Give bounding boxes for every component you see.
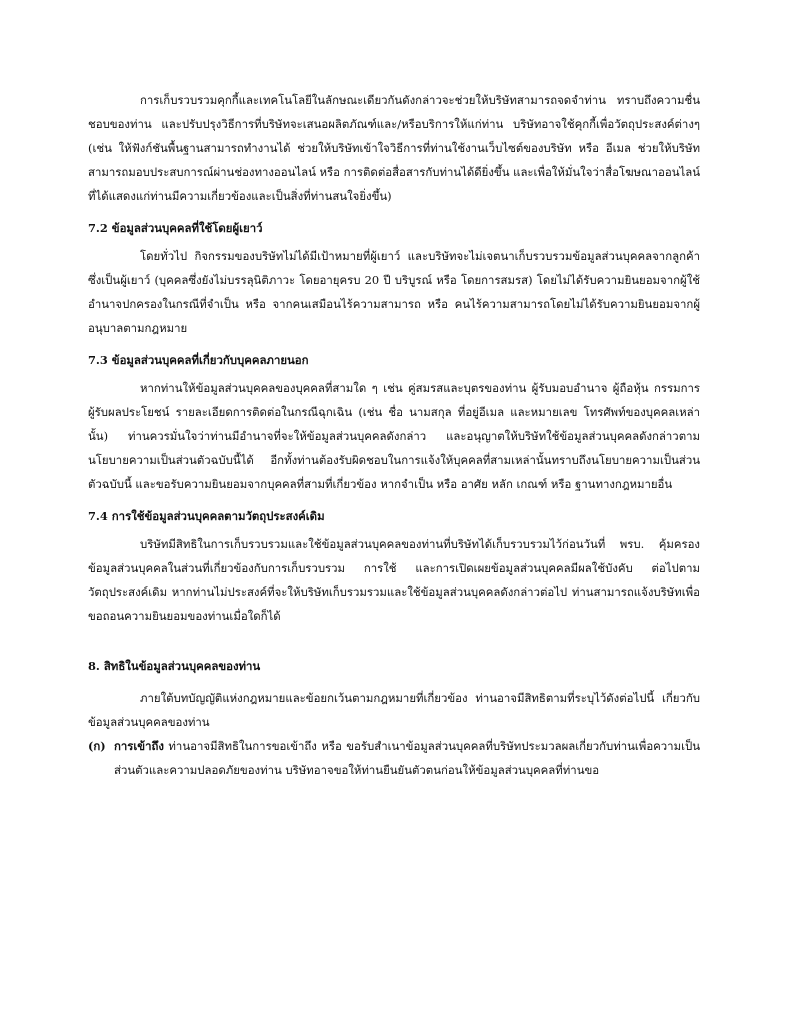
section-7-3-paragraph: หากท่านให้ข้อมูลส่วนบุคคลของบุคคลที่สามใด ๆ เช่น คู่สมรสและบุตรของท่าน ผู้รับมอบอำนาจ ผู้ถือหุ้น กรรมการ ผู้รับผลประโยชน์ รายละเอียดการติดต่อในกรณีฉุกเฉิน (เช่น ชื่อ นามสกุล ที่อยู่อีเมล และหมายเลข โทรศัพท์ของบุคคลเหล่านั้น) ท่านควรมั่นใจว่าท่านมีอำนาจที่จะให้ข้อมูลส่วนบุคคลดังกล่าว และอนุญาตให้บริษัทใช้ข้อมูลส่วนบุคคลดังกล่าวตามนโยบายความเป็นส่วนตัวฉบับนี้ได้ อีกทั้งท่านต้องรับผิดชอบในการแจ้งให้บุคคลที่สามเหล่านั้นทราบถึงนโยบายความเป็นส่วนตัวฉบับนี้ และขอรับความยินยอมจากบุคคลที่สามที่เกี่ยวข้อง หากจำเป็น หรือ อาศัย หลัก เกณฑ์ หรือ ฐานทางกฎหมายอื่น (88, 381, 700, 491)
section-7-3-heading: 7.3 ข้อมูลส่วนบุคคลที่เกี่ยวกับบุคคลภายนอก (88, 353, 309, 367)
document-page (88, 88, 700, 782)
section-7-2-heading: 7.2 ข้อมูลส่วนบุคคลที่ใช้โดยผู้เยาว์ (88, 221, 263, 235)
list-item-term: การเข้าถึง (114, 739, 164, 753)
section-7-4-paragraph: บริษัทมีสิทธิในการเก็บรวบรวมและใช้ข้อมูลส่วนบุคคลของท่านที่บริษัทได้เก็บรวบรวมไว้ก่อนวันที่ พรบ. คุ้มครองข้อมูลส่วนบุคคลในส่วนที่เกี่ยวข้องกับการเก็บรวบรวม การใช้ และการเปิดเผยข้อมูลส่วนบุคคลมีผลใช้บังคับ ต่อไปตามวัตถุประสงค์เดิม หากท่านไม่ประสงค์ที่จะให้บริษัทเก็บรวมรวมและใช้ข้อมูลส่วนบุคคลดังกล่าวต่อไป ท่านสามารถแจ้งบริษัทเพื่อขอถอนความยินยอมของท่านเมื่อใดก็ได้ (88, 537, 700, 623)
list-item-marker: (ก) (88, 739, 106, 753)
section-8 (88, 654, 700, 782)
section-7-4 (88, 504, 700, 628)
section-7-3 (88, 348, 700, 496)
section-7-2-paragraph: โดยทั่วไป กิจกรรมของบริษัทไม่ได้มีเป้าหมายที่ผู้เยาว์ และบริษัทจะไม่เจตนาเก็บรวบรวมข้อมูลส่วนบุคคลจากลูกค้าซึ่งเป็นผู้เยาว์ (บุคคลซึ่งยังไม่บรรลุนิติภาวะ โดยอายุครบ 20 ปี บริบูรณ์ หรือ โดยการสมรส) โดยไม่ได้รับความยินยอมจากผู้ใช้อำนาจปกครองในกรณีที่จำเป็น หรือ จากคนเสมือนไร้ความสามารถ หรือ คนไร้ความสามารถโดยไม่ได้รับความยินยอมจากผู้อนุบาลตามกฎหมาย (88, 249, 700, 335)
list-item-paragraph (114, 734, 700, 782)
list-item-text: ท่านอาจมีสิทธิในการขอเข้าถึง หรือ ขอรับสำเนาข้อมูลส่วนบุคคลที่บริษัทประมวลผลเกี่ยวกับท่านเพื่อความเป็นส่วนตัวและความปลอดภัยของท่าน บริษัทอาจขอให้ท่านยืนยันตัวตนก่อนให้ข้อมูลส่วนบุคคลที่ท่านขอ (114, 739, 700, 777)
section-8-heading: 8. สิทธิในข้อมูลส่วนบุคคลของท่าน (88, 659, 261, 673)
section-7-2 (88, 216, 700, 340)
intro-section (88, 88, 700, 208)
list-item (88, 734, 700, 782)
section-8-paragraph: ภายใต้บทบัญญัติแห่งกฎหมายและข้อยกเว้นตามกฎหมายที่เกี่ยวข้อง ท่านอาจมีสิทธิตามที่ระบุไว้ดังต่อไปนี้ เกี่ยวกับข้อมูลส่วนบุคคลของท่าน (88, 691, 700, 729)
intro-paragraph: การเก็บรวบรวมคุกกี้และเทคโนโลยีในลักษณะเดียวกันดังกล่าวจะช่วยให้บริษัทสามารถจดจำท่าน ทราบถึงความชื่นชอบของท่าน และปรับปรุงวิธีการที่บริษัทจะเสนอผลิตภัณฑ์และ/หรือบริการให้แก่ท่าน บริษัทอาจใช้คุกกี้เพื่อวัตถุประสงค์ต่างๆ (เช่น ให้ฟังก์ชันพื้นฐานสามารถทำงานได้ ช่วยให้บริษัทเข้าใจวิธีการที่ท่านใช้งานเว็บไซต์ของบริษัท หรือ อีเมล ช่วยให้บริษัทสามารถมอบประสบการณ์ผ่านช่องทางออนไลน์ หรือ การติดต่อสื่อสารกับท่านได้ดียิ่งขึ้น และเพื่อให้มั่นใจว่าสื่อโฆษณาออนไลน์ที่ได้แสดงแก่ท่านมีความเกี่ยวข้องและเป็นสิ่งที่ท่านสนใจยิ่งขึ้น) (88, 93, 700, 203)
section-7-4-heading: 7.4 การใช้ข้อมูลส่วนบุคคลตามวัตถุประสงค์เดิม (88, 509, 325, 523)
